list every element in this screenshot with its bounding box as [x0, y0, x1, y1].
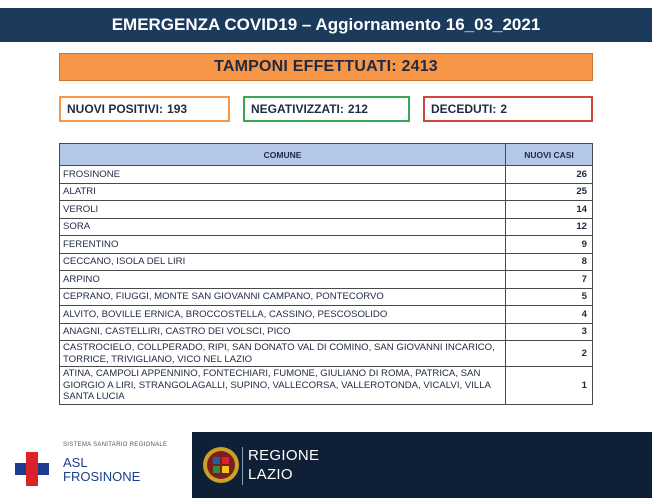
nuovi-positivi-box [59, 96, 230, 122]
comune-cell: ARPINO [60, 271, 506, 289]
comune-cell: ANAGNI, CASTELLIRI, CASTRO DEI VOLSCI, PICO [60, 323, 506, 341]
casi-cell: 1 [506, 367, 593, 405]
comune-cell: ALVITO, BOVILLE ERNICA, BROCCOSTELLA, CASSINO, PESCOSOLIDO [60, 306, 506, 324]
table-row [60, 236, 593, 254]
casi-cell: 14 [506, 201, 593, 219]
comune-cell: CEPRANO, FIUGGI, MONTE SAN GIOVANNI CAMPANO, PONTECORVO [60, 288, 506, 306]
comune-cell: VEROLI [60, 201, 506, 219]
table-header-row [60, 144, 593, 166]
red-blue-cross-icon [15, 452, 49, 486]
nuovi-positivi-label: NUOVI POSITIVI: [67, 102, 164, 116]
regione-footer [192, 432, 652, 498]
asl-name-line1: ASL [63, 455, 88, 470]
asl-name-line2: FROSINONE [63, 469, 141, 484]
table-row [60, 323, 593, 341]
comune-cell: FROSINONE [60, 166, 506, 184]
casi-cell: 4 [506, 306, 593, 324]
table-row [60, 253, 593, 271]
casi-cell: 9 [506, 236, 593, 254]
table-row [60, 183, 593, 201]
comune-cell: ATINA, CAMPOLI APPENNINO, FONTECHIARI, FUMONE, GIULIANO DI ROMA, PATRICA, SAN GIORGIO A LIRI, STRANGOLAGALLI, SUPINO, VALLECORSA, VALLEROTONDA, VICALVI, VILLA SANTA LUCIA [60, 367, 506, 405]
deceduti-label: DECEDUTI: [431, 102, 497, 116]
table-row [60, 341, 593, 367]
table-row [60, 218, 593, 236]
deceduti-value: 2 [500, 102, 508, 116]
deceduti-box [423, 96, 593, 122]
tamponi-label: TAMPONI EFFETTUATI: [214, 58, 397, 75]
negativizzati-label: NEGATIVIZZATI: [251, 102, 344, 116]
comune-cell: ALATRI [60, 183, 506, 201]
comune-cell: SORA [60, 218, 506, 236]
asl-subtitle: SISTEMA SANITARIO REGIONALE [63, 442, 168, 448]
regione-lazio-emblem-icon [202, 446, 240, 484]
tamponi-value: 2413 [401, 58, 438, 75]
casi-cell: 5 [506, 288, 593, 306]
table-row [60, 306, 593, 324]
casi-cell: 8 [506, 253, 593, 271]
casi-cell: 25 [506, 183, 593, 201]
footer-divider [242, 447, 243, 485]
header-comune: COMUNE [60, 144, 506, 166]
table-row [60, 271, 593, 289]
casi-cell: 26 [506, 166, 593, 184]
table-row [60, 201, 593, 219]
regione-name-line2: LAZIO [248, 466, 293, 483]
casi-cell: 3 [506, 323, 593, 341]
header-nuovi-casi: NUOVI CASI [506, 144, 593, 166]
table-row [60, 166, 593, 184]
negativizzati-value: 212 [347, 102, 368, 116]
tamponi-banner [59, 53, 593, 81]
comune-cell: CASTROCIELO, COLLPERADO, RIPI, SAN DONATO VAL DI COMINO, SAN GIOVANNI INCARICO, TORRICE, TRIVIGLIANO, VICO NEL LAZIO [60, 341, 506, 367]
comune-cell: CECCANO, ISOLA DEL LIRI [60, 253, 506, 271]
regione-name-line1: REGIONE [248, 447, 320, 464]
table-row [60, 367, 593, 405]
page-title: EMERGENZA COVID19 – Aggiornamento 16_03_2021 [0, 8, 652, 42]
casi-cell: 12 [506, 218, 593, 236]
casi-cell: 7 [506, 271, 593, 289]
table-row [60, 288, 593, 306]
casi-cell: 2 [506, 341, 593, 367]
comune-cell: FERENTINO [60, 236, 506, 254]
negativizzati-box [243, 96, 410, 122]
comuni-table [59, 143, 593, 405]
nuovi-positivi-value: 193 [167, 102, 188, 116]
